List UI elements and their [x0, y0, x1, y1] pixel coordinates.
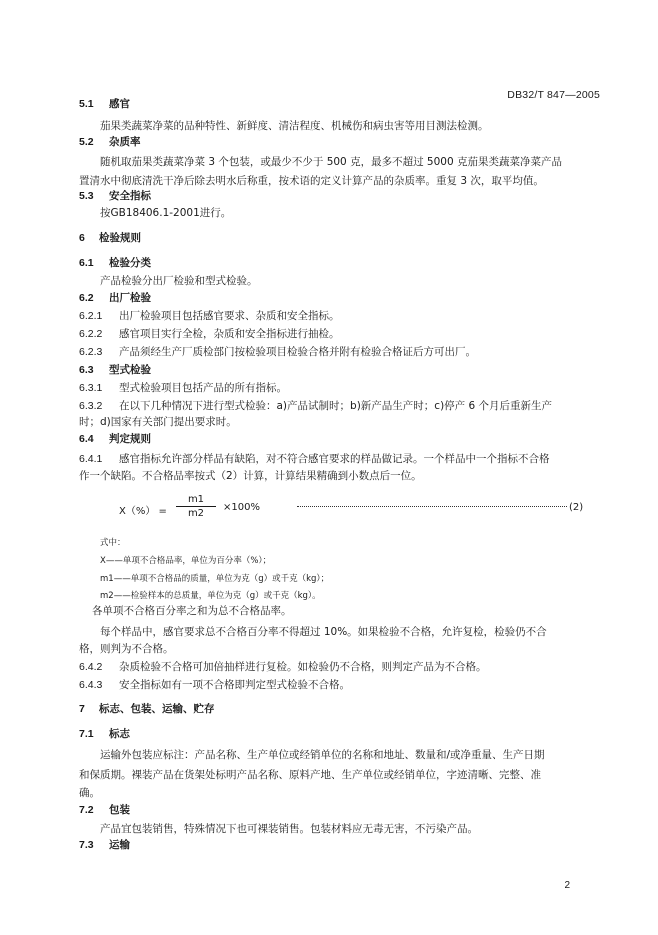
section-5-3-text: 按GB18406.1-2001进行。	[100, 207, 232, 219]
section-7-heading: 7 标志、包装、运输、贮存	[79, 703, 215, 715]
formula-lhs: X（%） =	[119, 506, 167, 517]
section-7-2-text: 产品宜包装销售，特殊情况下也可裸装销售。包装材料应无毒无害，不污染产品。	[100, 823, 478, 835]
formula-def-m1: m1——单项不合格品的质量，单位为克（g）或千克（kg）；	[100, 574, 330, 584]
formula-multiplier: ×100%	[223, 502, 260, 513]
formula-where: 式中：	[100, 538, 126, 548]
clause-6-2-2: 6.2.2 感官项目实行全检，杂质和安全指标进行抽检。	[79, 328, 340, 340]
section-7-1-heading: 7.1 标志	[79, 728, 130, 740]
clause-6-3-2-cont: 时；d)国家有关部门提出要求时。	[79, 416, 237, 428]
equation-number: (2)	[569, 502, 584, 513]
section-6-2-heading: 6.2 出厂检验	[79, 292, 151, 304]
formula-def-m2: m2——检验样本的总质量，单位为克（g）或千克（kg）。	[100, 591, 321, 601]
section-6-1-heading: 6.1 检验分类	[79, 257, 151, 269]
clause-6-4-1-cont: 作一个缺陷。不合格品率按式（2）计算，计算结果精确到小数点后一位。	[79, 470, 422, 482]
section-6-heading: 6 检验规则	[79, 232, 141, 244]
clause-6-2-3: 6.2.3 产品须经生产厂质检部门按检验项目检验合格并附有检验合格证后方可出厂。	[79, 346, 476, 358]
sensory-limit-text-1: 每个样品中，感官要求总不合格百分率不得超过 10%。如果检验不合格，允许复检，检验仍不合	[100, 626, 547, 638]
section-5-1-heading: 5.1 感官	[79, 98, 130, 110]
section-7-2-heading: 7.2 包装	[79, 804, 130, 816]
standard-code: DB32/T 847—2005	[507, 89, 600, 101]
clause-6-3-1: 6.3.1 型式检验项目包括产品的所有指标。	[79, 382, 287, 394]
section-5-3-heading: 5.3 安全指标	[79, 190, 151, 202]
clause-6-4-1: 6.4.1 感官指标允许部分样品有缺陷，对不符合感官要求的样品做记录。一个样品中一个指标不合格	[79, 453, 550, 465]
page-number: 2	[564, 880, 570, 891]
section-5-1-text: 茄果类蔬菜净菜的品种特性、新鲜度、清洁程度、机械伤和病虫害等用目测法检测。	[100, 120, 489, 132]
formula-fraction	[176, 494, 216, 519]
clause-6-2-1: 6.2.1 出厂检验项目包括感官要求、杂质和安全指标。	[79, 310, 340, 322]
section-7-3-heading: 7.3 运输	[79, 839, 130, 851]
section-7-1-text-1: 运输外包装应标注：产品名称、生产单位或经销单位的名称和地址、数量和/或净重量、生产日期	[100, 749, 545, 761]
section-6-1-text: 产品检验分出厂检验和型式检验。	[100, 275, 258, 287]
formula-leader-dots	[297, 506, 567, 507]
section-6-4-heading: 6.4 判定规则	[79, 433, 151, 445]
clause-6-4-3: 6.4.3 安全指标如有一项不合格即判定型式检验不合格。	[79, 679, 350, 691]
total-defect-rate-text: 各单项不合格百分率之和为总不合格品率。	[92, 605, 292, 617]
sensory-limit-text-2: 格，则判为不合格。	[79, 643, 174, 655]
clause-6-3-2: 6.3.2 在以下几种情况下进行型式检验：a)产品试制时；b)新产品生产时；c)停产 6 个月后重新生产	[79, 400, 553, 412]
formula-denominator: m2	[187, 508, 205, 519]
section-5-2-text-2: 置清水中彻底清洗干净后除去明水后称重，按术语的定义计算产品的杂质率。重复 3 次，取平均值。	[79, 175, 544, 187]
formula-numerator: m1	[176, 494, 216, 507]
formula-def-x: X——单项不合格品率，单位为百分率（%）；	[100, 556, 272, 566]
section-7-1-text-2: 和保质期。裸装产品在货架处标明产品名称、原料产地、生产单位或经销单位，字迹清晰、完整、准	[79, 769, 541, 781]
section-7-1-text-3: 确。	[79, 787, 100, 799]
section-5-2-heading: 5.2 杂质率	[79, 136, 141, 148]
section-5-2-text-1: 随机取茄果类蔬菜净菜 3 个包装，或最少不少于 500 克，最多不超过 5000 克茄果类蔬菜净菜产品	[100, 156, 562, 168]
section-6-3-heading: 6.3 型式检验	[79, 364, 151, 376]
clause-6-4-2: 6.4.2 杂质检验不合格可加倍抽样进行复检。如检验仍不合格，则判定产品为不合格。	[79, 661, 487, 673]
